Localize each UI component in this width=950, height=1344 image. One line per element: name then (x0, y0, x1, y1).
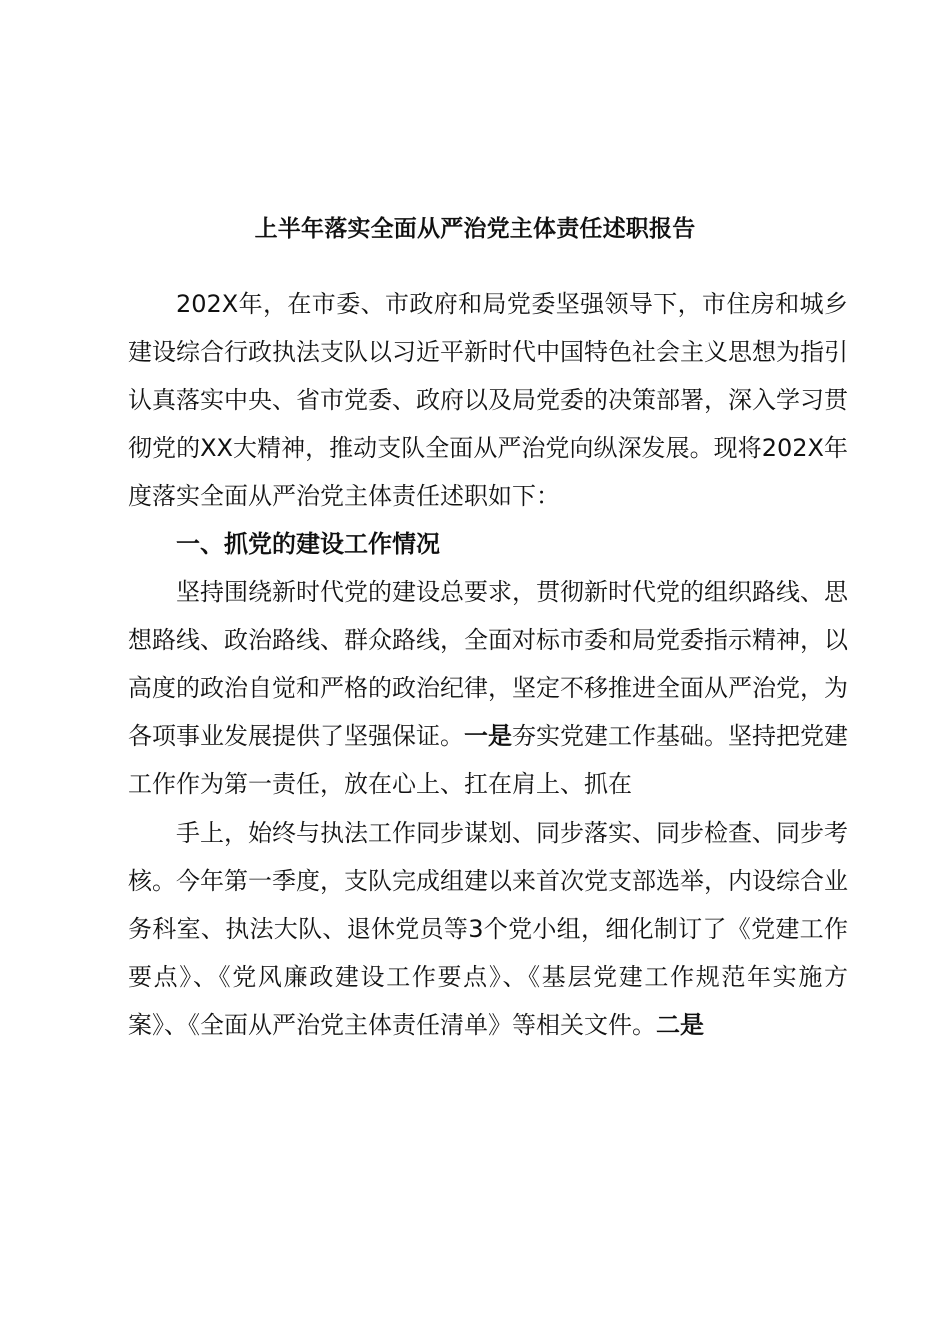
section-heading: 一、抓党的建设工作情况 (176, 530, 440, 558)
section1-line-1: 坚持围绕新时代党的建设总要求，贯彻新时代党的组织路线、思 (176, 578, 848, 606)
point-one-label: 一是 (464, 722, 512, 750)
section1-para2-line-4: 要点》、《党风廉政建设工作要点》、《基层党建工作规范年实施方 (128, 963, 848, 991)
section1-para2-line-2: 核。今年第一季度，支队完成组建以来首次党支部选举，内设综合业 (128, 867, 848, 895)
section1-line-4 (128, 718, 848, 754)
section1-para2-line-3: 务科室、执法大队、退休党员等3个党小组，细化制订了《党建工作 (128, 915, 848, 943)
section1-para2-line-5-text: 案》、《全面从严治党主体责任清单》等相关文件。 (128, 1011, 656, 1039)
intro-line-1: 202X年，在市委、市政府和局党委坚强领导下，市住房和城乡 (176, 290, 848, 318)
section1-line-5: 工作作为第一责任，放在心上、扛在肩上、抓在 (128, 770, 632, 798)
section1-line-3: 高度的政治自觉和严格的政治纪律，坚定不移推进全面从严治党，为 (128, 674, 848, 702)
section1-para2-line-1: 手上，始终与执法工作同步谋划、同步落实、同步检查、同步考 (176, 819, 848, 847)
intro-line-4: 彻党的XX大精神，推动支队全面从严治党向纵深发展。现将202X年 (128, 434, 848, 462)
intro-line-3: 认真落实中央、省市党委、政府以及局党委的决策部署，深入学习贯 (128, 386, 848, 414)
intro-line-2: 建设综合行政执法支队以习近平新时代中国特色社会主义思想为指引 (128, 338, 848, 366)
section1-para2-line-5 (128, 1007, 848, 1043)
point-one-text: 夯实党建工作基础。坚持把党建 (512, 722, 848, 750)
section1-line-2: 想路线、政治路线、群众路线，全面对标市委和局党委指示精神，以 (128, 626, 848, 654)
intro-line-5: 度落实全面从严治党主体责任述职如下： (128, 482, 560, 510)
document-title: 上半年落实全面从严治党主体责任述职报告 (254, 216, 696, 242)
section1-line-4-text: 各项事业发展提供了坚强保证。 (128, 722, 464, 750)
point-two-label: 二是 (656, 1011, 704, 1039)
